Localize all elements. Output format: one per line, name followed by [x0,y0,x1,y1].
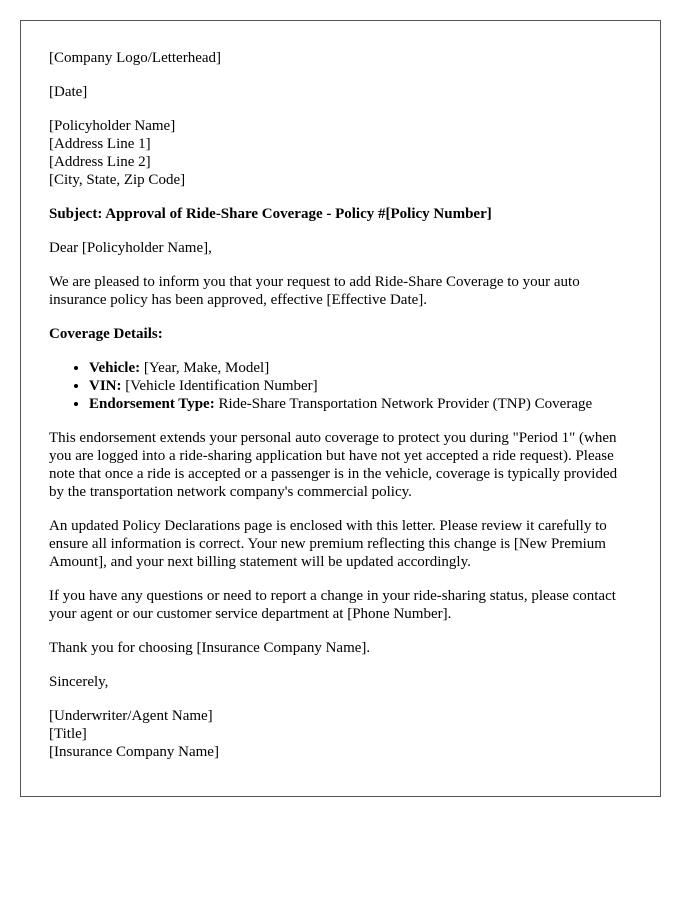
coverage-item-value: [Year, Make, Model] [140,360,270,376]
subject-line: Subject: Approval of Ride-Share Coverage - Policy #[Policy Number] [49,206,492,222]
recipient-name: [Policyholder Name] [49,118,176,134]
recipient-address-line-1: [Address Line 1] [49,136,151,152]
coverage-details-heading: Coverage Details: [49,326,163,342]
closing: Sincerely, [49,674,109,690]
coverage-item-value: Ride-Share Transportation Network Provider (TNP) Coverage [214,396,593,412]
signature-block [49,707,632,761]
coverage-item-label: VIN: [89,378,122,394]
coverage-item-label: Endorsement Type: [89,396,215,412]
letter-page [20,20,661,797]
list-item [89,377,632,395]
signature-company: [Insurance Company Name] [49,744,219,760]
recipient-address-block [49,117,632,189]
coverage-item-value: [Vehicle Identification Number] [121,378,318,394]
list-item [89,359,632,377]
body-paragraph-declarations: An updated Policy Declarations page is enclosed with this letter. Please review it carefully to ensure all information is correct. Your new premium reflecting this change is [New Premium Amount], and your next billing statement will be updated accordingly. [49,518,607,570]
letter-date: [Date] [49,84,88,100]
coverage-item-label: Vehicle: [89,360,141,376]
recipient-city-state-zip: [City, State, Zip Code] [49,172,186,188]
body-paragraph-thanks: Thank you for choosing [Insurance Company Name]. [49,640,371,656]
coverage-details-list [49,359,632,413]
body-paragraph-contact: If you have any questions or need to report a change in your ride-sharing status, please contact your agent or our customer service department at [Phone Number]. [49,588,616,622]
body-paragraph-period-1: This endorsement extends your personal auto coverage to protect you during "Period 1" (when you are logged into a ride-sharing application but have not yet accepted a ride request). Please note that once a ride is accepted or a passenger is in the vehicle, coverage is typically provided by the transportation network company's commercial policy. [49,430,618,500]
signature-title: [Title] [49,726,87,742]
signature-name: [Underwriter/Agent Name] [49,708,213,724]
list-item [89,395,632,413]
letterhead: [Company Logo/Letterhead] [49,50,222,66]
recipient-address-line-2: [Address Line 2] [49,154,151,170]
salutation: Dear [Policyholder Name], [49,240,212,256]
intro-paragraph: We are pleased to inform you that your request to add Ride-Share Coverage to your auto insurance policy has been approved, effective [Effective Date]. [49,274,580,308]
